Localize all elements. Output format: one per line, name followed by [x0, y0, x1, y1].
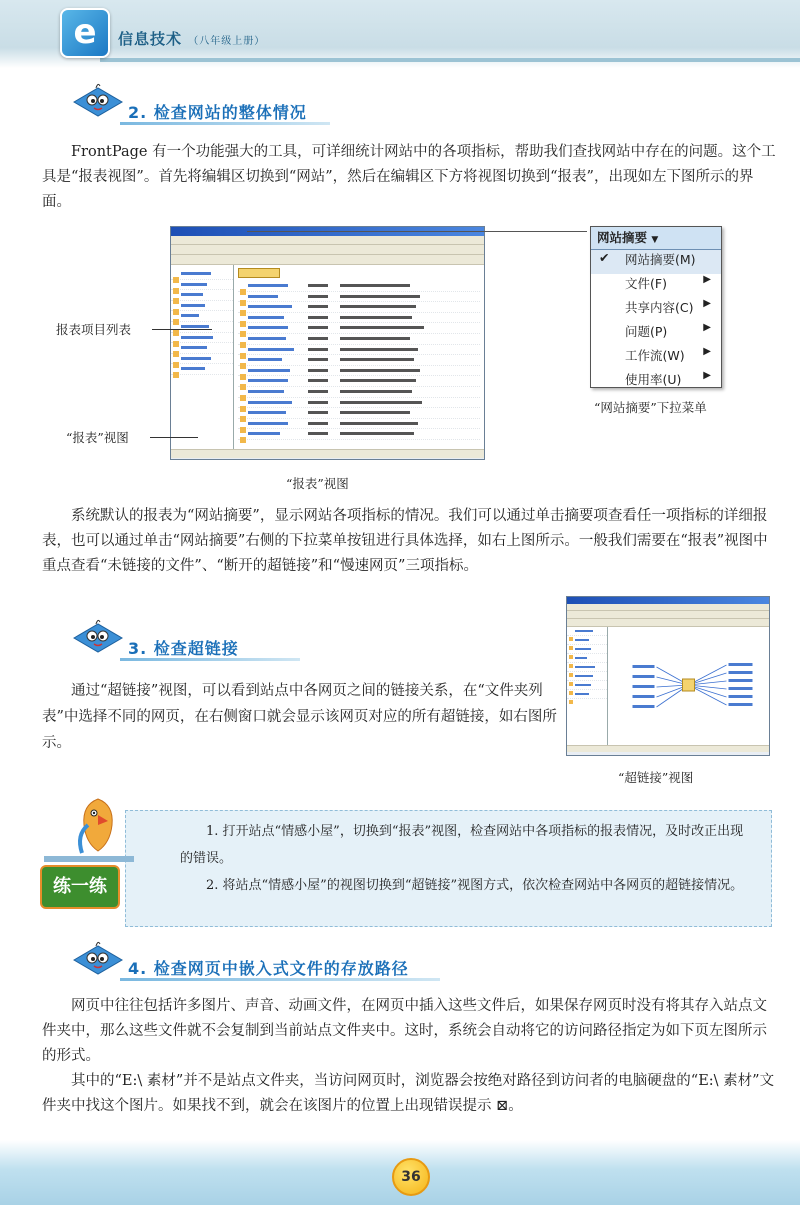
- submenu-arrow-icon: ▶: [703, 298, 711, 309]
- screenshot-toolbar-2: [567, 619, 769, 627]
- practice-perch: [44, 856, 134, 862]
- section-4-paragraph: [42, 994, 777, 1119]
- leader-line-report-view: [150, 437, 198, 438]
- screenshot-toolbar-2: [171, 255, 484, 265]
- summary-text: 系统默认的报表为“网站摘要”，显示网站各项指标的情况。我们可以通过单击摘要项查看任一项指标的详细报表，也可以通过单击“网站摘要”右侧的下拉菜单按钮进行具体选择，如右上图所示。一般我们需要在“报表”视图中重点查看“未链接的文件”、“断开的超链接”和“慢速网页”三项指标。: [42, 508, 768, 574]
- section-2-title: 2. 检查网站的整体情况: [128, 103, 307, 122]
- submenu-arrow-icon: ▶: [703, 346, 711, 357]
- dropdown-item-usage[interactable]: 使用率(U) ▶: [625, 370, 711, 387]
- header-rule: [100, 58, 800, 62]
- summary-paragraph: [42, 504, 777, 579]
- book-title: [118, 28, 265, 49]
- label-report-list: 报表项目列表: [56, 322, 132, 337]
- mascot-envelope-icon: [70, 82, 126, 122]
- submenu-arrow-icon: ▶: [703, 322, 711, 333]
- book-title-text: 信息技术: [118, 30, 183, 48]
- screenshot-body: [567, 627, 769, 745]
- section-4-title: 4. 检查网页中嵌入式文件的存放路径: [128, 959, 409, 978]
- dropdown-connector-line: [247, 231, 587, 232]
- dropdown-item-files[interactable]: 文件(F) ▶: [625, 274, 711, 291]
- chevron-down-icon: ▼: [651, 235, 659, 245]
- screenshot-menubar: [171, 236, 484, 245]
- book-subtitle: （八年级上册）: [188, 36, 266, 47]
- hyperlink-diagram: [608, 627, 769, 745]
- submenu-arrow-icon: ▶: [703, 274, 711, 285]
- screenshot-folder-list: [567, 627, 608, 745]
- label-report-view: “报表”视图: [66, 430, 129, 445]
- section-3-caption: “超链接”视图: [618, 770, 694, 785]
- screenshot-toolbar: [567, 611, 769, 619]
- practice-item-1: 1. 打开站点“情感小屋”，切换到“报表”视图，检查网站中各项指标的报表情况，及时改正出现的错误。: [180, 824, 744, 866]
- dropdown-item-workflow[interactable]: 工作流(W) ▶: [625, 346, 711, 363]
- section-2-paragraph: [42, 140, 777, 215]
- page-number: 36: [392, 1158, 430, 1196]
- section-3-text: 通过“超链接”视图，可以看到站点中各网页之间的链接关系，在“文件夹列表”中选择不同的网页，在右侧窗口就会显示该网页对应的所有超链接，如右图所示。: [42, 683, 557, 751]
- site-summary-dropdown: [590, 226, 722, 388]
- dropdown-header[interactable]: [591, 227, 721, 250]
- report-view-screenshot: [170, 226, 485, 460]
- figure1-caption: “报表”视图: [286, 476, 349, 491]
- section-4-text-1: 网页中往往包括许多图片、声音、动画文件，在网页中插入这些文件后，如果保存网页时没有将其存入站点文件夹中，那么这些文件就不会复制到当前站点文件夹中。这时，系统会自动将它的访问路径指定为如下页左图所示的形式。: [42, 998, 767, 1064]
- practice-badge: 练一练: [40, 865, 120, 909]
- practice-item-2: 2. 将站点“情感小屋”的视图切换到“超链接”视图方式，依次检查网站中各网页的超链接情况。: [206, 878, 744, 893]
- screenshot-menubar: [567, 604, 769, 611]
- mascot-envelope-icon: [70, 940, 126, 980]
- screenshot-statusbar: [567, 745, 769, 752]
- mascot-envelope-icon: [70, 618, 126, 658]
- leader-line-report-list: [152, 329, 212, 330]
- screenshot-titlebar: [567, 597, 769, 604]
- screenshot-body: [171, 265, 484, 449]
- section-2-text: FrontPage 有一个功能强大的工具，可详细统计网站中的各项指标，帮助我们查找网站中存在的问题。这个工具是“报表视图”。首先将编辑区切换到“网站”，然后在编辑区下方将视图切换到“报表”，出现如左下图所示的界面。: [42, 144, 776, 210]
- dropdown-item-problems[interactable]: 问题(P) ▶: [625, 322, 711, 339]
- screenshot-report-table: [234, 265, 484, 449]
- section-2-underline: [120, 122, 330, 125]
- section-3-paragraph: [42, 678, 557, 756]
- dropdown-header-label: 网站摘要: [597, 230, 648, 245]
- practice-content: [180, 818, 755, 899]
- screenshot-statusbar: [171, 449, 484, 458]
- dropdown-caption: “网站摘要”下拉菜单: [594, 400, 707, 415]
- screenshot-toolbar: [171, 245, 484, 255]
- section-4-text-2: 其中的“E:\ 素材”并不是站点文件夹，当访问网页时，浏览器会按绝对路径到访问者的电脑硬盘的“E:\ 素材”文件夹中找这个图片。如果找不到，就会在该图片的位置上出现错误提示 ⊠。: [42, 1073, 775, 1114]
- submenu-arrow-icon: ▶: [703, 370, 711, 381]
- ie-logo-icon: e: [60, 8, 110, 58]
- dropdown-item-shared-content[interactable]: 共享内容(C) ▶: [625, 298, 711, 315]
- check-icon: ✔: [599, 250, 610, 265]
- section-3-underline: [120, 658, 300, 661]
- section-4-underline: [120, 978, 440, 981]
- section-3-title: 3. 检查超链接: [128, 639, 239, 658]
- dropdown-item-site-summary[interactable]: ✔ 网站摘要(M): [591, 250, 721, 274]
- screenshot-folder-list: [171, 265, 234, 449]
- hyperlink-view-screenshot: [566, 596, 770, 756]
